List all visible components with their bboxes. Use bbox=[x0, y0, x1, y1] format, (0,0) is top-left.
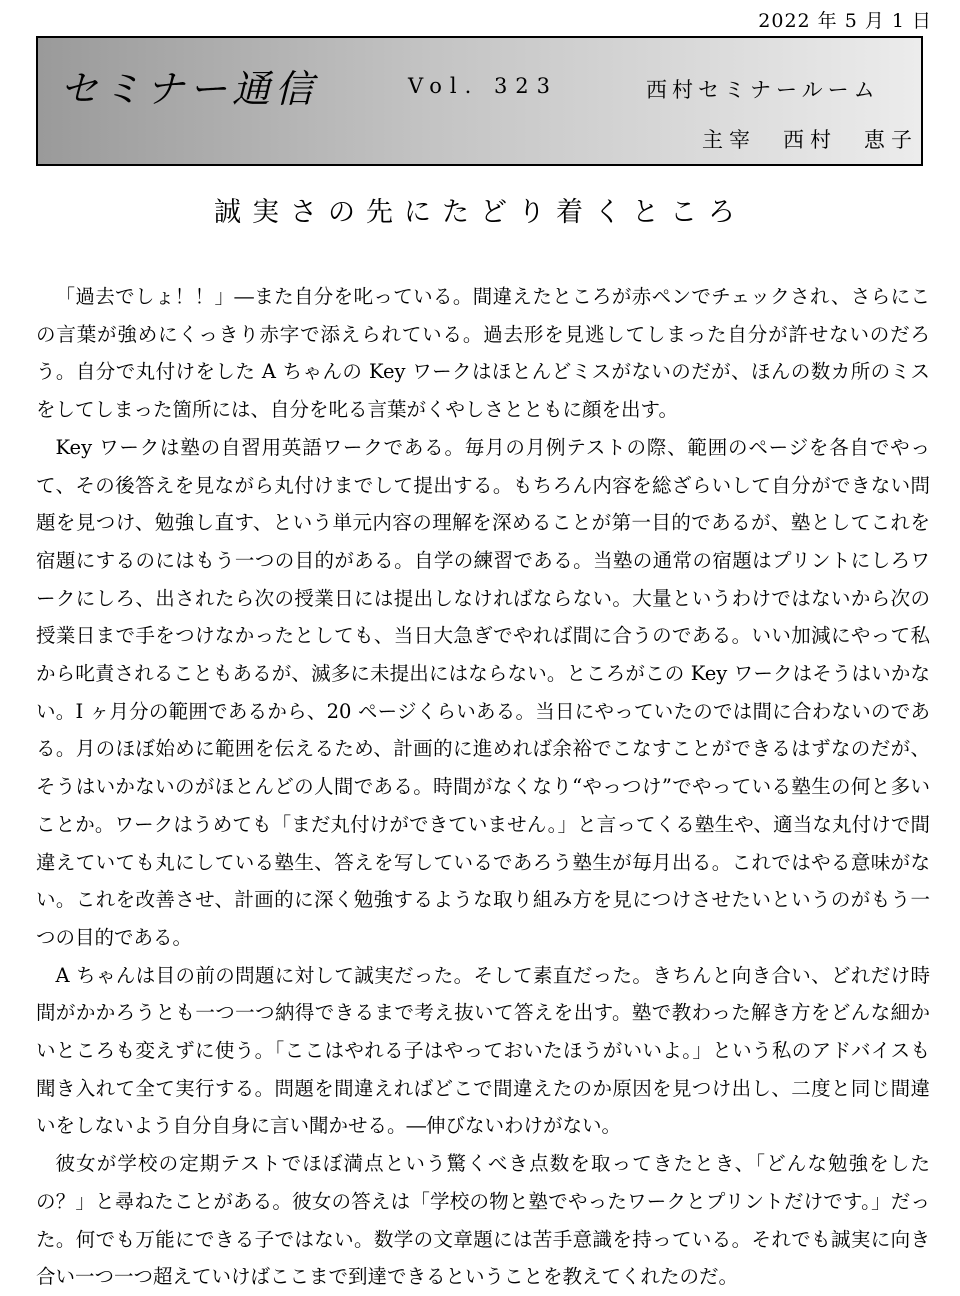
issue-date: 2022 年 5 月 1 日 bbox=[758, 10, 932, 32]
newsletter-header bbox=[36, 36, 923, 166]
paragraph: Key ワークは塾の自習用英語ワークである。毎月の月例テストの際、範囲のページを各自でやって、その後答えを見ながら丸付けまでして提出する。もちろん内容を総ざらいして自分ができない問題を見つけ、勉強し直す、という単元内容の理解を深めることが第一目的であるが、塾としてこれを宿題にするのにはもう一つの目的がある。自学の練習である。当塾の通常の宿題はプリントにしろワークにしろ、出されたら次の授業日には提出しなければならない。大量というわけではないから次の授業日まで手をつけなかったとしても、当日大急ぎでやれば間に合うのである。いい加減にやって私から叱責されることもあるが、滅多に未提出にはならない。ところがこの Key ワークはそうはいかない。I ヶ月分の範囲であるから、20 ページくらいある。当日にやっていたのでは間に合わないのである。月のほぼ始めに範囲を伝えるため、計画的に進めれば余裕でこなすことができるはずなのだが、そうはいかないのがほとんどの人間である。時間がなくなり“やっつけ”でやっている塾生の何と多いことか。ワークはうめても「まだ丸付けができていません。」と言ってくる塾生や、適当な丸付けで間違えていても丸にしている塾生、答えを写しているであろう塾生が毎月出る。これではやる意味がない。これを改善させ、計画的に深く勉強するような取り組み方を見につけさせたいというのがもう一つの目的である。 bbox=[36, 435, 930, 949]
paragraph: A ちゃんは目の前の問題に対して誠実だった。そして素直だった。きちんと向き合い、どれだけ時間がかかろうとも一つ一つ納得できるまで考え抜いて答えを出す。塾で教わった解き方をどんな細かいところも変えずに使う。「ここはやれる子はやっておいたほうがいいよ。」という私のアドバイスも聞き入れて全て実行する。問題を間違えればどこで間違えたのか原因を見つけ出し、二度と同じ間違いをしないよう自分自身に言い聞かせる。―伸びないわけがない。 bbox=[36, 963, 930, 1138]
volume-number: Vol. 323 bbox=[408, 74, 559, 98]
article-title: 誠実さの先にたどり着くところ bbox=[214, 197, 746, 228]
organization-name: 西村セミナールーム bbox=[646, 78, 880, 102]
newsletter-name: セミナー通信 bbox=[60, 67, 319, 111]
host-name: 主宰 西村 恵子 bbox=[702, 128, 918, 152]
paragraph: 彼女が学校の定期テストでほぼ満点という驚くべき点数を取ってきたとき、「どんな勉強をしたの？」と尋ねたことがある。彼女の答えは「学校の物と塾でやったワークとプリントだけです。」だった。何でも万能にできる子ではない。数学の文章題には苦手意識を持っている。それでも誠実に向き合い一つ一つ超えていけばここまで到達できるということを教えてくれたのだ。 bbox=[36, 1152, 930, 1289]
paragraph: 「過去でしょ！！」―また自分を叱っている。間違えたところが赤ペンでチェックされ、さらにこの言葉が強めにくっきり赤字で添えられている。過去形を見逃してしまった自分が許せないのだろう。自分で丸付けをした A ちゃんの Key ワークはほとんどミスがないのだが、ほんの数カ所のミスをしてしまった箇所には、自分を叱る言葉がくやしさとともに顔を出す。 bbox=[36, 285, 930, 422]
article-body bbox=[36, 278, 930, 1296]
